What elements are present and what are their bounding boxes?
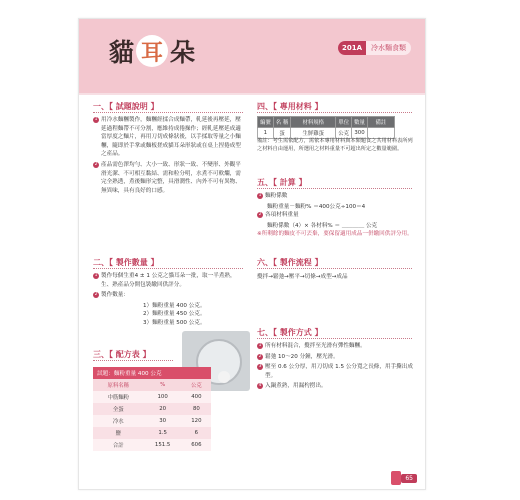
bullet-icon: 1: [94, 117, 98, 122]
bullet-icon: 2: [94, 161, 98, 167]
section-heading-2: 二、【 製作數量 】: [93, 258, 159, 267]
section-rule-2: [93, 268, 243, 270]
bullet-icon: 1: [258, 343, 262, 348]
section-heading-3: 三、【 配方表 】: [93, 350, 151, 359]
table-row: 全蛋 20 80: [93, 403, 211, 415]
list-item: 2 產品需色澤均勻、大小一致、形狀一致、不變形、外觀平滑光潔、不可相互黏結、需和粒分明，水煮不可軟爛，需完全熟透，煮後麵形完整，具滑潤性、內外不可有異物、無異味，具有良好的口感。: [94, 161, 241, 194]
table-row-total: 合計 151.5 606: [93, 439, 211, 451]
list-item: 1 所有材料混合，攪拌至光滑有彈性麵糰。: [258, 343, 366, 349]
recipe-caption: 試題：麵粉重量 400 公克: [93, 367, 211, 379]
quantity-options: [93, 302, 243, 328]
table-row: 鹽 1.5 6: [93, 427, 211, 439]
list-item: 2 鬆弛 10～20 分鐘，壓光滑。: [258, 353, 339, 360]
decoration-icon: [391, 471, 401, 485]
list-item: 1 用冷水麵糰製作，麵糰經揉合成麵帶，軋延後再壓延，壓延過程麵帶不可分割，應維持成捲操作；經軋延壓延成適當厚度之麵片，再用刀切成條狀後，以手揉取等量之小麵糰，隨即於手掌或麵板搓成貓耳朵形狀或在桌上捏捲成型之產品。: [94, 117, 241, 158]
page-title: [109, 33, 195, 69]
bullet-icon: 2: [258, 212, 262, 218]
list-item: 3 壓至 0.6 公分厚，用刀切成 1.5 公分寬之長條，用手撕出成型。: [258, 364, 413, 379]
formula-line: 麵粉係數（4）× 各材料% ＝ ＿＿＿＿ 公克: [267, 222, 378, 229]
bullet-icon: 1: [258, 193, 262, 198]
materials-table: [257, 116, 395, 139]
category-tag: [338, 41, 411, 55]
section-body-1: [93, 116, 243, 197]
section-heading-4: 四、【 專用材料 】: [257, 102, 323, 111]
bullet-icon: 3: [258, 364, 262, 370]
header-divider: [79, 93, 425, 95]
title-char-3: 朵: [170, 38, 196, 67]
quantity-option: 3）麵粉重量 500 公克。: [143, 319, 206, 326]
section-rule-7: [257, 338, 412, 340]
quantity-option: 2）麵粉重量 450 公克。: [143, 311, 206, 318]
table-row: 1 蛋 生鮮雞蛋 公克 300: [258, 128, 395, 139]
bullet-icon: 1: [94, 273, 98, 278]
section-rule-6: [257, 268, 412, 270]
title-char-1: 貓: [109, 38, 135, 67]
section-body-7: [257, 342, 413, 393]
list-item: 2 製作數量：: [94, 292, 129, 299]
table-header-row: 原料名稱 % 公克: [93, 379, 211, 391]
title-char-2: 耳: [136, 35, 168, 67]
section-rule-4: [257, 112, 412, 114]
section-rule-1: [93, 112, 243, 114]
calculation-note: ※所剩餘的麵皮不可丟棄，要保留適用成品一併繳回供評分用。: [257, 231, 413, 238]
list-item: 2 各項材料重量: [258, 212, 299, 219]
category-label: 冷水麵食類: [371, 44, 406, 52]
list-item: 4 入鍋煮熟，用漏杓撈出。: [258, 383, 327, 390]
bullet-icon: 2: [94, 292, 98, 298]
section-rule-5: [257, 188, 412, 190]
bullet-icon: 4: [258, 383, 262, 389]
section-heading-7: 七、【 製作方式 】: [257, 328, 323, 337]
table-row: 冷水 30 120: [93, 415, 211, 427]
table-header-row: 編號 名 稱 材料規格 單位 數量 備註: [258, 117, 395, 128]
section-body-2: [93, 272, 243, 328]
section-body-5: [257, 192, 413, 239]
section-heading-6: 六、【 製作流程 】: [257, 258, 323, 267]
bullet-icon: 2: [258, 353, 262, 359]
list-item: 1 麵粉係數: [258, 193, 288, 199]
recipe-table-wrap: [93, 367, 211, 451]
section-heading-1: 一、【 試題說明 】: [93, 102, 159, 111]
recipe-table: [93, 379, 211, 451]
formula-line: 麵粉重量－麵粉% ＝400公克÷100＝4: [267, 203, 366, 210]
list-item: 1 製作每個生重4 ± 1 公克之貓耳朵一批，取一半煮熟，生、熟產品分開包裝繳回供評分。: [94, 273, 236, 288]
table-row: 中筋麵粉 100 400: [93, 391, 211, 403]
quantity-option: 1）麵粉重量 400 公克。: [143, 302, 206, 309]
page-number: 65: [401, 474, 417, 483]
category-code: 201A: [338, 41, 366, 55]
document-page: [78, 18, 426, 490]
process-flow: 攪拌→鬆弛→壓平→切條→成型→成品: [257, 274, 348, 280]
materials-note: 備註：考生需依配方，需依本專用材料與本類題食之共用材料表所列之材料自由運用，所選用之材料重量不可超出所定之數量範圍。: [257, 138, 413, 152]
section-rule-3: [93, 360, 173, 362]
section-heading-5: 五、【 計算 】: [257, 178, 307, 187]
materials-table-wrap: [257, 116, 395, 139]
